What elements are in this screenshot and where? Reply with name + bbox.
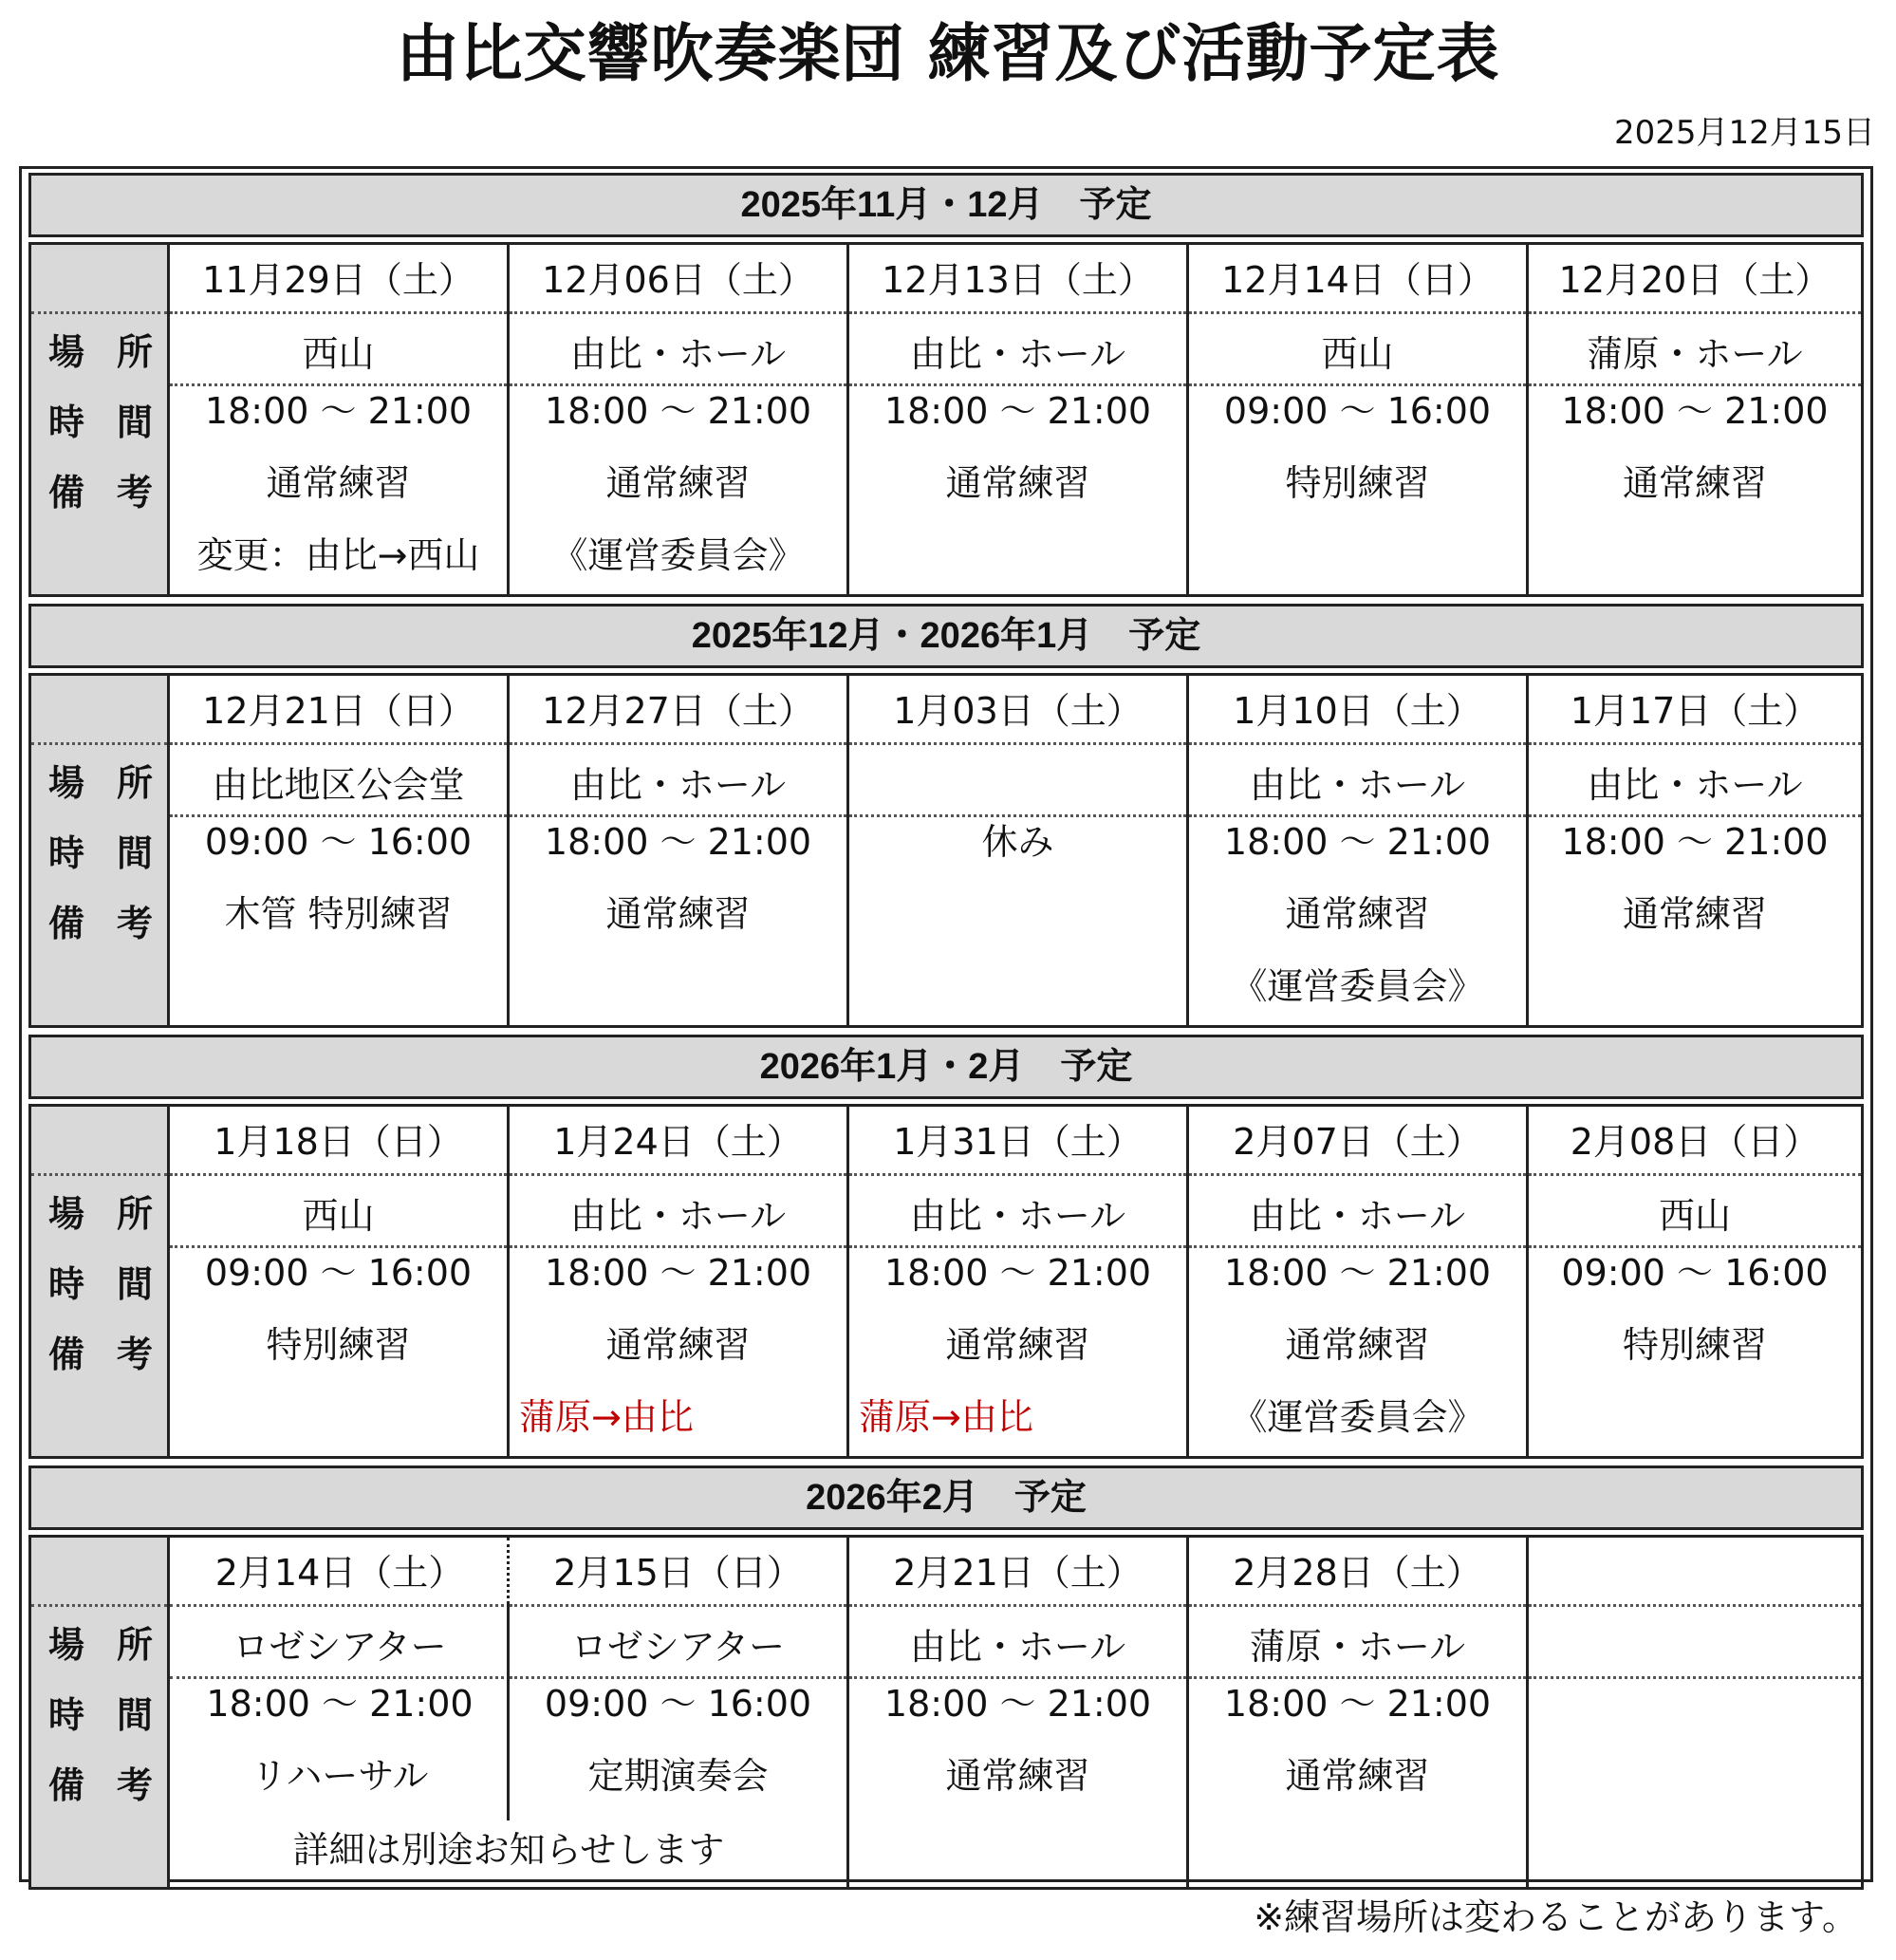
day-time: 18:00 ～ 21:00 [544, 1252, 812, 1294]
day-note: 通常練習 [605, 1324, 751, 1366]
day-time: 18:00 ～ 21:00 [1561, 821, 1829, 863]
label-note: 備 考 [48, 472, 153, 513]
schedule-day [1189, 245, 1529, 594]
day-place [849, 757, 1186, 812]
day-place: 西山 [302, 1195, 375, 1237]
day-time: 休み [981, 821, 1054, 863]
day-extra: 変更：由比→西山 [196, 534, 480, 576]
row-label-column [31, 245, 170, 594]
label-place: 場 所 [48, 331, 153, 373]
label-place: 場 所 [48, 1624, 153, 1666]
section-header: 2026年2月 予定 [28, 1465, 1864, 1530]
day-place: 西山 [1321, 333, 1394, 375]
day-extra [170, 1390, 507, 1445]
day-time: 18:00 ～ 21:00 [544, 821, 812, 863]
schedule-block [28, 242, 1864, 597]
day-date: 12月06日（土） [542, 259, 814, 301]
day-date: 1月10日（土） [1233, 690, 1482, 732]
day-note: 通常練習 [1285, 1324, 1430, 1366]
day-time: 09:00 ～ 16:00 [204, 1252, 473, 1294]
label-place: 場 所 [48, 762, 153, 804]
label-note: 備 考 [48, 903, 153, 944]
label-time: 時 間 [48, 1694, 153, 1736]
schedule-day-empty [1529, 1538, 1861, 1887]
label-note: 備 考 [48, 1334, 153, 1375]
day-date: 2月08日（日） [1570, 1121, 1820, 1163]
day-extra [1529, 528, 1861, 583]
day-time: 18:00 ～ 21:00 [1223, 821, 1492, 863]
day-note: 通常練習 [945, 462, 1090, 504]
day-place: 由比・ホール [909, 1195, 1126, 1237]
day-date: 1月03日（土） [893, 690, 1143, 732]
schedule-day [510, 245, 849, 594]
day-time: 18:00 ～ 21:00 [883, 390, 1152, 432]
day-extra: 《運営委員会》 [551, 534, 805, 576]
day-time: 09:00 ～ 16:00 [204, 821, 473, 863]
venue-change-note: 蒲原→由比 [859, 1396, 1033, 1438]
schedule-day [170, 1107, 510, 1456]
spanning-note: 詳細は別途お知らせします [292, 1829, 725, 1871]
day-date: 12月13日（土） [882, 259, 1154, 301]
section-header: 2026年1月・2月 予定 [28, 1035, 1864, 1099]
schedule-day [849, 245, 1189, 594]
day-note: 通常練習 [1285, 893, 1430, 935]
day-note: 通常練習 [605, 462, 751, 504]
day-time: 18:00 ～ 21:00 [1223, 1683, 1492, 1725]
day-note: 特別練習 [1622, 1324, 1767, 1366]
day-date: 2月15日（日） [553, 1552, 803, 1594]
day-note: 通常練習 [945, 1324, 1090, 1366]
label-time: 時 間 [48, 832, 153, 874]
day-date: 1月17日（土） [1570, 690, 1820, 732]
day-place: ロゼシアター [232, 1626, 447, 1668]
row-label-column [31, 1538, 170, 1887]
day-extra: 《運営委員会》 [1231, 1396, 1484, 1438]
day-extra [510, 959, 846, 1014]
label-place: 場 所 [48, 1193, 153, 1235]
schedule-day [1189, 676, 1529, 1025]
day-place: 由比・ホール [909, 1626, 1126, 1668]
schedule-day [1529, 245, 1861, 594]
venue-change-note: 蒲原→由比 [519, 1396, 694, 1438]
day-date: 12月27日（土） [542, 690, 814, 732]
schedule-day [1189, 1107, 1529, 1456]
day-time: 18:00 ～ 21:00 [1561, 390, 1829, 432]
day-place: 由比・ホール [1587, 764, 1803, 806]
day-place: 由比地区公会堂 [212, 764, 465, 806]
day-time: 18:00 ～ 21:00 [204, 390, 473, 432]
day-place: 西山 [1658, 1195, 1731, 1237]
row-label-column [31, 1107, 170, 1456]
day-time: 18:00 ～ 21:00 [206, 1683, 474, 1725]
day-time: 09:00 ～ 16:00 [544, 1683, 812, 1725]
page-title: 由比交響吹奏楽団 練習及び活動予定表 [396, 17, 1500, 90]
day-place: 由比・ホール [1249, 1195, 1466, 1237]
day-note: 定期演奏会 [587, 1755, 769, 1797]
section-header: 2025年11月・12月 予定 [28, 173, 1864, 237]
day-note: 通常練習 [1285, 1755, 1430, 1797]
schedule-day [1529, 1107, 1861, 1456]
day-place: 由比・ホール [569, 764, 787, 806]
day-date: 12月21日（日） [202, 690, 474, 732]
schedule-day [849, 1107, 1189, 1456]
day-time: 18:00 ～ 21:00 [883, 1252, 1152, 1294]
schedule-day [849, 1538, 1189, 1887]
day-place: 由比・ホール [1249, 764, 1466, 806]
publish-date: 2025月12月15日 [1613, 114, 1875, 152]
day-note: 特別練習 [266, 1324, 411, 1366]
day-extra [1529, 1390, 1861, 1445]
day-time: 09:00 ～ 16:00 [1561, 1252, 1829, 1294]
day-note: リハーサル [251, 1755, 429, 1797]
day-note: 特別練習 [1285, 462, 1430, 504]
day-place: 西山 [302, 333, 375, 375]
day-extra [1529, 959, 1861, 1014]
day-date: 1月18日（日） [214, 1121, 463, 1163]
day-place: 蒲原・ホール [1587, 333, 1803, 375]
schedule-day [510, 676, 849, 1025]
footnote: ※練習場所は変わることがあります。 [1254, 1896, 1858, 1938]
day-extra [849, 959, 1186, 1014]
label-time: 時 間 [48, 1263, 153, 1305]
row-label-column [31, 676, 170, 1025]
label-note: 備 考 [48, 1764, 153, 1806]
schedule-day [510, 1107, 849, 1456]
day-time: 18:00 ～ 21:00 [883, 1683, 1152, 1725]
day-place: 蒲原・ホール [1249, 1626, 1466, 1668]
schedule-block [28, 1535, 1864, 1890]
day-date: 2月07日（土） [1233, 1121, 1482, 1163]
day-date: 1月31日（土） [893, 1121, 1143, 1163]
day-time: 18:00 ～ 21:00 [544, 390, 812, 432]
day-date: 12月14日（日） [1221, 259, 1494, 301]
day-place: 由比・ホール [569, 333, 787, 375]
schedule-day [1189, 1538, 1529, 1887]
schedule-day [170, 676, 510, 1025]
day-date: 11月29日（土） [202, 259, 474, 301]
day-note: 通常練習 [605, 893, 751, 935]
schedule-block [28, 1104, 1864, 1459]
schedule-day [1529, 676, 1861, 1025]
day-note: 通常練習 [266, 462, 411, 504]
day-date: 2月28日（土） [1233, 1552, 1482, 1594]
day-place: ロゼシアター [570, 1626, 786, 1668]
day-note [849, 887, 1186, 942]
day-extra: 《運営委員会》 [1231, 965, 1484, 1007]
day-time: 09:00 ～ 16:00 [1223, 390, 1492, 432]
day-note: 通常練習 [945, 1755, 1090, 1797]
day-extra [170, 959, 507, 1014]
day-time: 18:00 ～ 21:00 [1223, 1252, 1492, 1294]
schedule-day [849, 676, 1189, 1025]
schedule-day [170, 245, 510, 594]
day-date: 2月21日（土） [893, 1552, 1143, 1594]
schedule-block [28, 673, 1864, 1028]
day-note: 通常練習 [1622, 462, 1767, 504]
day-place: 由比・ホール [909, 333, 1126, 375]
day-extra [849, 528, 1186, 583]
day-note: 通常練習 [1622, 893, 1767, 935]
day-date: 1月24日（土） [553, 1121, 803, 1163]
day-date: 2月14日（土） [214, 1552, 465, 1594]
day-note: 木管 特別練習 [224, 893, 453, 935]
day-extra [1189, 528, 1526, 583]
section-header: 2025年12月・2026年1月 予定 [28, 604, 1864, 668]
day-date: 12月20日（土） [1558, 259, 1831, 301]
day-place: 由比・ホール [569, 1195, 787, 1237]
label-time: 時 間 [48, 401, 153, 443]
